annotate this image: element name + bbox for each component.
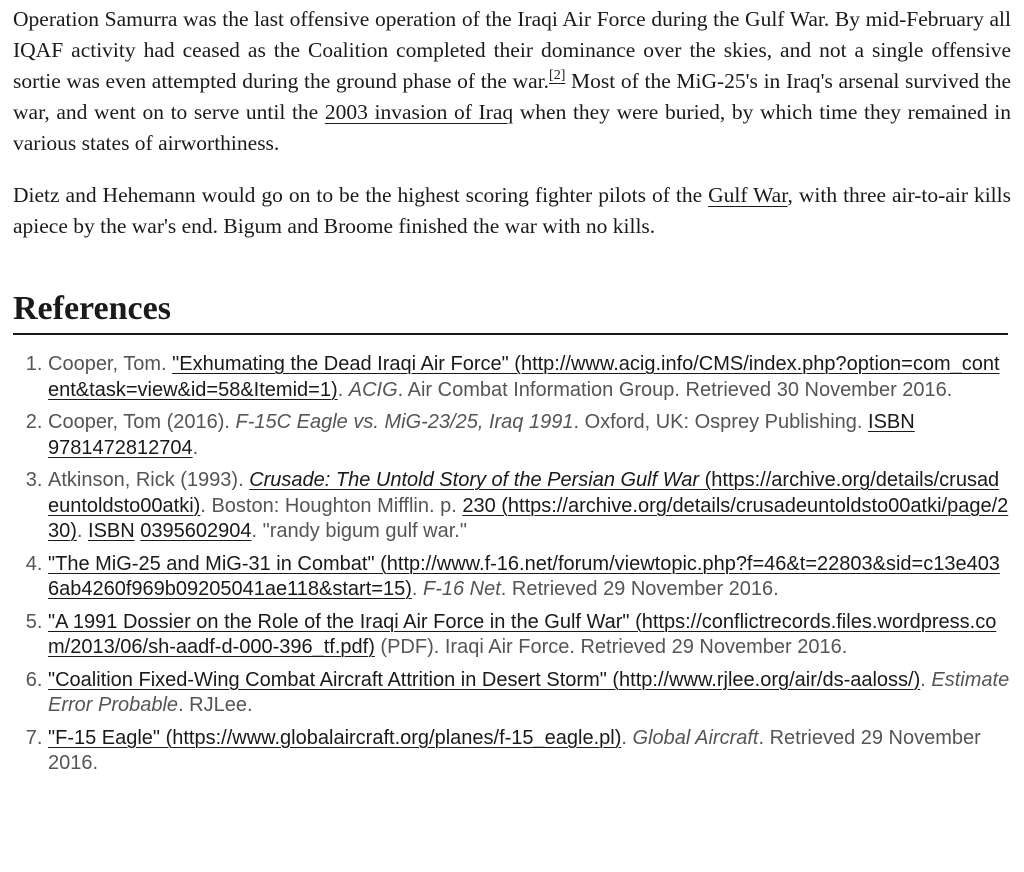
ref-work: Estimate Error Probable	[48, 668, 1010, 716]
references-list	[0, 352, 1010, 784]
isbn-label-link[interactable]: ISBN	[868, 411, 915, 433]
ref-rest: . Oxford, UK: Osprey Publishing.	[573, 411, 869, 433]
ref-link-6[interactable]: "Coalition Fixed-Wing Combat Aircraft Attrition in Desert Storm" (http://www.rjlee.org/air/ds-aaloss/)	[48, 668, 921, 691]
link-gulf-war[interactable]: Gulf War	[708, 183, 788, 207]
ref-link-4[interactable]: "The MiG-25 and MiG-31 in Combat" (http://www.f-16.net/forum/viewtopic.php?f=46&t=22803&sid=c13e4036ab4260f969b09205041ae118&start=15)	[48, 552, 1000, 600]
ref-rest: . Retrieved 29 November 2016.	[500, 578, 779, 600]
ref-url: (https://archive.org/details/crusadeuntoldsto00atki)	[48, 469, 1000, 517]
ref-sep: .	[621, 726, 633, 749]
reference-item-2	[48, 410, 1010, 461]
paragraph-text: Most of the MiG-25's in Iraq's arsenal survived the war, and went on to serve until the	[13, 69, 1011, 124]
ref-link-5[interactable]: "A 1991 Dossier on the Role of the Iraqi Air Force in the Gulf War" (https://conflictrecords.files.wordpress.com/2013/06/sh-aadf-d-000-396_tf.pdf)	[48, 610, 997, 658]
reference-item-5	[48, 610, 1010, 661]
reference-item-3	[48, 468, 1010, 545]
ref-end: .	[192, 436, 199, 459]
isbn-link[interactable]: 0395602904	[140, 520, 252, 542]
reference-item-1	[48, 352, 1010, 403]
ref-author: Cooper, Tom.	[48, 353, 173, 375]
article-body	[13, 4, 1011, 242]
ref-rest: . RJLee.	[178, 694, 253, 716]
page-link[interactable]: 230 (https://archive.org/details/crusadeuntoldsto00atki/page/230)	[48, 494, 1009, 542]
ref-rest: . Boston: Houghton Mifflin. p.	[200, 494, 463, 517]
ref-sep: .	[920, 668, 932, 691]
isbn-link[interactable]: 9781472812704	[48, 436, 193, 459]
paragraph-aftermath	[13, 4, 1011, 159]
ref-work: ACIG	[348, 378, 398, 401]
ref-sep: .	[411, 578, 423, 600]
ref-rest: (PDF). Iraqi Air Force. Retrieved 29 November 2016.	[374, 636, 848, 658]
ref-rest: . Air Combat Information Group. Retrieved 30 November 2016.	[397, 378, 953, 401]
ref-work: F-15C Eagle vs. MiG-23/25, Iraq 1991	[235, 411, 574, 433]
ref-link-7[interactable]: "F-15 Eagle" (https://www.globalaircraft.org/planes/f-15_eagle.pl)	[48, 726, 622, 749]
ref-author: Atkinson, Rick (1993).	[48, 469, 250, 491]
ref-work: F-16 Net	[422, 578, 501, 600]
ref-title: Crusade: The Untold Story of the Persian Gulf War	[249, 469, 700, 491]
reference-item-7	[48, 726, 1010, 777]
reference-item-6	[48, 668, 1010, 719]
link-2003-invasion-of-iraq[interactable]: 2003 invasion of Iraq	[324, 100, 514, 124]
ref-work: Global Aircraft	[632, 726, 759, 749]
ref-sep: .	[76, 520, 89, 542]
ref-sep: .	[337, 378, 349, 401]
paragraph-text: Dietz and Hehemann would go on to be the highest scoring fighter pilots of the	[13, 183, 709, 207]
ref-link-1[interactable]: "Exhumating the Dead Iraqi Air Force" (http://www.acig.info/CMS/index.php?option=com_content&task=view&id=58&Itemid=1)	[48, 353, 1000, 401]
ref-end: . "randy bigum gulf war."	[251, 520, 467, 542]
citation-link-2[interactable]: [2]	[549, 68, 566, 83]
ref-rest: . Retrieved 29 November 2016.	[48, 726, 981, 774]
paragraph-text: Operation Samurra was the last offensive operation of the Iraqi Air Force during the Gulf War. By mid-February all IQAF activity had ceased as the Coalition completed their dominance over the skies, and not a single offensive sortie was even attempted during the ground phase of the war.	[13, 7, 1011, 93]
reference-item-4	[48, 552, 1010, 603]
paragraph-text: , with three air-to-air kills apiece by the war's end. Bigum and Broome finished the war with no kills.	[13, 183, 1011, 238]
paragraph-text: when they were buried, by which time they remained in various states of airworthiness.	[13, 100, 1012, 155]
paragraph-pilots	[13, 180, 1011, 242]
isbn-label-link[interactable]: ISBN	[88, 520, 135, 542]
references-heading: References	[13, 288, 1008, 335]
ref-author: Cooper, Tom (2016).	[48, 411, 236, 433]
